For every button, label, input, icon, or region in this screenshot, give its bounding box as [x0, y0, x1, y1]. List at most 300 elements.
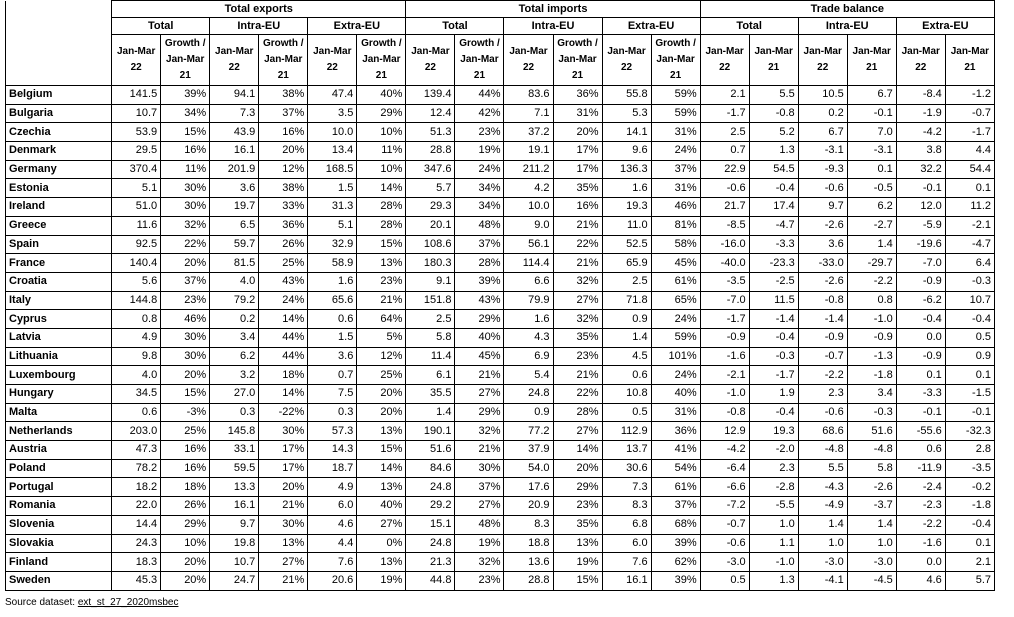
table-row [6, 328, 995, 347]
value-cell: 1.6 [602, 179, 651, 198]
country-cell: Croatia [6, 272, 112, 291]
value-cell: 37% [651, 160, 700, 179]
value-cell: -0.4 [749, 403, 798, 422]
value-cell: -3.0 [847, 553, 896, 572]
value-cell: 180.3 [406, 254, 455, 273]
value-cell: -4.1 [798, 571, 847, 590]
value-cell: 43% [259, 272, 308, 291]
value-cell: -3.0 [798, 553, 847, 572]
value-cell: 14% [259, 310, 308, 329]
value-cell: -7.0 [896, 254, 945, 273]
country-cell: Netherlands [6, 422, 112, 441]
value-cell: 59.5 [210, 459, 259, 478]
value-cell: 61% [651, 272, 700, 291]
value-cell: -1.7 [749, 366, 798, 385]
value-cell: -33.0 [798, 254, 847, 273]
value-cell: 27% [259, 553, 308, 572]
country-cell: Slovenia [6, 515, 112, 534]
source-label: Source dataset: [5, 597, 76, 608]
country-cell: Romania [6, 497, 112, 516]
value-cell: 0.7 [700, 142, 749, 161]
value-cell: 1.4 [798, 515, 847, 534]
value-cell: 23% [553, 497, 602, 516]
value-cell: -22% [259, 403, 308, 422]
value-cell: 22% [553, 385, 602, 404]
value-cell: 1.1 [749, 534, 798, 553]
value-cell: 51.6 [406, 441, 455, 460]
value-cell: 33.1 [210, 441, 259, 460]
value-cell: 79.9 [504, 291, 553, 310]
value-cell: -0.8 [749, 104, 798, 123]
value-cell: 14.3 [308, 441, 357, 460]
value-cell: -1.5 [945, 385, 994, 404]
value-cell: 3.6 [308, 347, 357, 366]
value-cell: 34% [455, 179, 504, 198]
value-cell: -1.9 [896, 104, 945, 123]
value-cell: 37% [259, 104, 308, 123]
value-cell: 0.0 [896, 328, 945, 347]
value-cell: 13.6 [504, 553, 553, 572]
value-cell: 34% [455, 198, 504, 217]
value-cell: 20% [357, 385, 406, 404]
value-cell: -4.9 [798, 497, 847, 516]
value-cell: 20% [259, 142, 308, 161]
value-cell: 35.5 [406, 385, 455, 404]
value-cell: 0.7 [308, 366, 357, 385]
value-cell: 23% [553, 347, 602, 366]
value-cell: 19% [357, 571, 406, 590]
value-cell: 2.5 [406, 310, 455, 329]
value-cell: 36% [553, 86, 602, 105]
value-cell: 0.1 [945, 534, 994, 553]
value-cell: -1.3 [847, 347, 896, 366]
value-cell: -0.1 [847, 104, 896, 123]
value-cell: 0.1 [847, 160, 896, 179]
value-cell: 9.7 [210, 515, 259, 534]
table-row [6, 459, 995, 478]
value-cell: 31% [651, 179, 700, 198]
value-cell: 65.6 [308, 291, 357, 310]
value-cell: -9.3 [798, 160, 847, 179]
table-row [6, 104, 995, 123]
value-cell: 39% [651, 534, 700, 553]
value-cell: 22% [161, 235, 210, 254]
source-dataset-link[interactable]: ext_st_27_2020msbec [77, 597, 179, 608]
value-cell: 20% [161, 254, 210, 273]
value-cell: 14% [357, 459, 406, 478]
value-cell: 203.0 [112, 422, 161, 441]
value-cell: 1.0 [749, 515, 798, 534]
value-cell: 29% [455, 310, 504, 329]
group-header-exports: Total exports [112, 1, 406, 18]
value-cell: 25% [259, 254, 308, 273]
value-cell: -0.8 [700, 403, 749, 422]
value-cell: 24% [651, 142, 700, 161]
value-cell: 36% [651, 422, 700, 441]
value-cell: 211.2 [504, 160, 553, 179]
value-cell: 47.3 [112, 441, 161, 460]
value-cell: -2.1 [945, 216, 994, 235]
value-cell: 44% [259, 328, 308, 347]
value-cell: 16.1 [602, 571, 651, 590]
value-cell: 21% [553, 366, 602, 385]
value-cell: 29% [455, 403, 504, 422]
value-cell: 28.8 [406, 142, 455, 161]
value-cell: 27% [455, 497, 504, 516]
value-cell: 1.9 [749, 385, 798, 404]
value-cell: 108.6 [406, 235, 455, 254]
value-cell: 40% [455, 328, 504, 347]
value-cell: 68.6 [798, 422, 847, 441]
value-cell: -3.1 [847, 142, 896, 161]
subgroup-header-trade-balance-total: Total [700, 18, 798, 35]
value-cell: 20% [357, 403, 406, 422]
value-cell: -4.7 [945, 235, 994, 254]
value-cell: 41% [651, 441, 700, 460]
value-cell: -0.3 [945, 272, 994, 291]
value-cell: 57.3 [308, 422, 357, 441]
value-cell: 13% [357, 478, 406, 497]
value-cell: 2.1 [945, 553, 994, 572]
value-cell: 11.5 [749, 291, 798, 310]
trade-table [5, 0, 995, 591]
value-cell: 92.5 [112, 235, 161, 254]
value-cell: 20% [161, 553, 210, 572]
value-cell: 21% [259, 497, 308, 516]
value-cell: 56.1 [504, 235, 553, 254]
value-cell: -1.7 [945, 123, 994, 142]
value-cell: -4.2 [700, 441, 749, 460]
value-cell: -2.5 [749, 272, 798, 291]
value-cell: 4.4 [945, 142, 994, 161]
value-cell: -0.1 [896, 179, 945, 198]
value-cell: 14% [357, 179, 406, 198]
value-cell: 144.8 [112, 291, 161, 310]
value-cell: 4.9 [112, 328, 161, 347]
value-cell: 30% [161, 179, 210, 198]
value-cell: 21.3 [406, 553, 455, 572]
value-cell: 21% [553, 254, 602, 273]
value-cell: 68% [651, 515, 700, 534]
value-cell: 59% [651, 104, 700, 123]
value-cell: -0.4 [945, 310, 994, 329]
value-cell: 18.7 [308, 459, 357, 478]
value-cell: -2.6 [798, 272, 847, 291]
value-cell: 168.5 [308, 160, 357, 179]
column-header: Growth / Jan-Mar 21 [651, 35, 700, 86]
value-cell: 32% [455, 553, 504, 572]
value-cell: 65.9 [602, 254, 651, 273]
value-cell: 24.3 [112, 534, 161, 553]
table-row [6, 235, 995, 254]
value-cell: 30% [161, 328, 210, 347]
value-cell: 6.7 [798, 123, 847, 142]
value-cell: 55.8 [602, 86, 651, 105]
value-cell: 5.1 [308, 216, 357, 235]
value-cell: 18.3 [112, 553, 161, 572]
value-cell: 0.3 [210, 403, 259, 422]
value-cell: 190.1 [406, 422, 455, 441]
value-cell: 26% [161, 497, 210, 516]
value-cell: 28% [455, 254, 504, 273]
value-cell: 15% [357, 235, 406, 254]
value-cell: 21.7 [700, 198, 749, 217]
value-cell: 19% [455, 142, 504, 161]
value-cell: 20.9 [504, 497, 553, 516]
value-cell: 35% [553, 179, 602, 198]
column-header: Jan-Mar 22 [112, 35, 161, 86]
country-header-cell [6, 1, 112, 86]
value-cell: 101% [651, 347, 700, 366]
value-cell: 6.1 [406, 366, 455, 385]
value-cell: 15% [357, 441, 406, 460]
column-header: Jan-Mar 22 [504, 35, 553, 86]
column-header: Jan-Mar 21 [945, 35, 994, 86]
value-cell: 54.4 [945, 160, 994, 179]
value-cell: 20% [161, 366, 210, 385]
value-cell: 23% [455, 123, 504, 142]
value-cell: 59% [651, 328, 700, 347]
subgroup-header-row [6, 18, 995, 35]
value-cell: 7.6 [602, 553, 651, 572]
table-row [6, 198, 995, 217]
value-cell: -23.3 [749, 254, 798, 273]
value-cell: 37.2 [504, 123, 553, 142]
country-cell: Lithuania [6, 347, 112, 366]
value-cell: -1.7 [700, 104, 749, 123]
column-header: Jan-Mar 22 [406, 35, 455, 86]
table-row [6, 571, 995, 590]
value-cell: -0.6 [700, 179, 749, 198]
column-header: Jan-Mar 22 [308, 35, 357, 86]
value-cell: 10% [357, 123, 406, 142]
value-cell: 29.5 [112, 142, 161, 161]
value-cell: 7.3 [210, 104, 259, 123]
value-cell: -0.4 [749, 179, 798, 198]
value-cell: 24% [651, 366, 700, 385]
value-cell: 54% [651, 459, 700, 478]
value-cell: -2.2 [896, 515, 945, 534]
value-cell: -3.3 [749, 235, 798, 254]
value-cell: 112.9 [602, 422, 651, 441]
column-header: Jan-Mar 22 [210, 35, 259, 86]
column-header: Jan-Mar 21 [749, 35, 798, 86]
table-row [6, 478, 995, 497]
value-cell: 10.5 [798, 86, 847, 105]
value-cell: 12% [357, 347, 406, 366]
value-cell: 10.0 [504, 198, 553, 217]
value-cell: 5.1 [112, 179, 161, 198]
value-cell: 32.2 [896, 160, 945, 179]
value-cell: 45.3 [112, 571, 161, 590]
value-cell: 37% [651, 497, 700, 516]
table-row [6, 366, 995, 385]
subgroup-header-exports-extra-eu: Extra-EU [308, 18, 406, 35]
value-cell: -4.8 [798, 441, 847, 460]
country-cell: Belgium [6, 86, 112, 105]
value-cell: 58% [651, 235, 700, 254]
column-header-row [6, 35, 995, 86]
value-cell: -0.6 [798, 403, 847, 422]
value-cell: 16.1 [210, 142, 259, 161]
value-cell: -3.1 [798, 142, 847, 161]
value-cell: 15.1 [406, 515, 455, 534]
value-cell: 15% [161, 385, 210, 404]
value-cell: 0.5 [945, 328, 994, 347]
value-cell: 12.4 [406, 104, 455, 123]
value-cell: 36% [259, 216, 308, 235]
value-cell: 29.2 [406, 497, 455, 516]
value-cell: 9.6 [602, 142, 651, 161]
value-cell: 4.5 [602, 347, 651, 366]
value-cell: 2.5 [700, 123, 749, 142]
value-cell: 48% [455, 515, 504, 534]
value-cell: 38% [259, 86, 308, 105]
value-cell: 0.2 [798, 104, 847, 123]
value-cell: 6.9 [504, 347, 553, 366]
value-cell: 136.3 [602, 160, 651, 179]
value-cell: 11.2 [945, 198, 994, 217]
value-cell: -16.0 [700, 235, 749, 254]
value-cell: 6.7 [847, 86, 896, 105]
value-cell: 1.5 [308, 328, 357, 347]
value-cell: 17.4 [749, 198, 798, 217]
value-cell: -1.0 [700, 385, 749, 404]
value-cell: 35% [553, 515, 602, 534]
value-cell: 27.0 [210, 385, 259, 404]
value-cell: 0.5 [602, 403, 651, 422]
value-cell: 20% [553, 459, 602, 478]
value-cell: 0.1 [896, 366, 945, 385]
value-cell: 0% [357, 534, 406, 553]
value-cell: 54.0 [504, 459, 553, 478]
value-cell: -2.3 [896, 497, 945, 516]
value-cell: 16.1 [210, 497, 259, 516]
table-row [6, 403, 995, 422]
value-cell: 10% [357, 160, 406, 179]
value-cell: -2.8 [749, 478, 798, 497]
value-cell: 20.1 [406, 216, 455, 235]
table-row [6, 497, 995, 516]
value-cell: 34.5 [112, 385, 161, 404]
value-cell: 22% [553, 235, 602, 254]
trade-table-container [5, 0, 995, 591]
value-cell: 29.3 [406, 198, 455, 217]
value-cell: 16% [259, 123, 308, 142]
value-cell: 20.6 [308, 571, 357, 590]
value-cell: 10.7 [210, 553, 259, 572]
value-cell: -32.3 [945, 422, 994, 441]
value-cell: 16% [161, 142, 210, 161]
value-cell: 32% [553, 310, 602, 329]
value-cell: 3.6 [798, 235, 847, 254]
value-cell: -1.4 [749, 310, 798, 329]
value-cell: 11% [161, 160, 210, 179]
value-cell: 32% [553, 272, 602, 291]
value-cell: -0.3 [749, 347, 798, 366]
value-cell: 4.3 [504, 328, 553, 347]
value-cell: -2.6 [798, 216, 847, 235]
value-cell: 39% [455, 272, 504, 291]
column-header: Jan-Mar 22 [896, 35, 945, 86]
value-cell: -4.5 [847, 571, 896, 590]
value-cell: 31% [553, 104, 602, 123]
value-cell: 6.5 [210, 216, 259, 235]
value-cell: 0.9 [945, 347, 994, 366]
value-cell: -2.7 [847, 216, 896, 235]
value-cell: 45% [651, 254, 700, 273]
value-cell: 9.1 [406, 272, 455, 291]
value-cell: 1.0 [798, 534, 847, 553]
value-cell: -1.4 [798, 310, 847, 329]
value-cell: 201.9 [210, 160, 259, 179]
value-cell: 5.5 [798, 459, 847, 478]
table-row [6, 216, 995, 235]
value-cell: -0.5 [847, 179, 896, 198]
value-cell: 24% [259, 291, 308, 310]
value-cell: 12% [259, 160, 308, 179]
value-cell: 13% [553, 534, 602, 553]
value-cell: 27% [357, 515, 406, 534]
value-cell: -2.2 [847, 272, 896, 291]
value-cell: 24.8 [406, 534, 455, 553]
value-cell: -11.9 [896, 459, 945, 478]
value-cell: 4.4 [308, 534, 357, 553]
value-cell: 64% [357, 310, 406, 329]
value-cell: 84.6 [406, 459, 455, 478]
country-cell: Luxembourg [6, 366, 112, 385]
value-cell: 5.5 [749, 86, 798, 105]
table-row [6, 272, 995, 291]
value-cell: 65% [651, 291, 700, 310]
country-cell: Slovakia [6, 534, 112, 553]
value-cell: 151.8 [406, 291, 455, 310]
country-cell: Greece [6, 216, 112, 235]
value-cell: 29% [357, 104, 406, 123]
value-cell: 17% [553, 142, 602, 161]
value-cell: 0.6 [602, 366, 651, 385]
value-cell: 0.8 [847, 291, 896, 310]
value-cell: 11.6 [112, 216, 161, 235]
value-cell: 16% [161, 441, 210, 460]
country-cell: Portugal [6, 478, 112, 497]
value-cell: -0.8 [798, 291, 847, 310]
value-cell: -1.0 [847, 310, 896, 329]
value-cell: -5.5 [749, 497, 798, 516]
value-cell: 7.6 [308, 553, 357, 572]
value-cell: 1.6 [504, 310, 553, 329]
value-cell: 21% [553, 216, 602, 235]
value-cell: 17% [259, 459, 308, 478]
table-row [6, 254, 995, 273]
value-cell: 17% [259, 441, 308, 460]
value-cell: 4.9 [308, 478, 357, 497]
value-cell: 6.8 [602, 515, 651, 534]
value-cell: 14% [259, 385, 308, 404]
value-cell: 27% [553, 422, 602, 441]
value-cell: 8.3 [602, 497, 651, 516]
value-cell: 18% [161, 478, 210, 497]
subgroup-header-imports-extra-eu: Extra-EU [602, 18, 700, 35]
value-cell: 54.5 [749, 160, 798, 179]
value-cell: -3.5 [945, 459, 994, 478]
column-header: Growth / Jan-Mar 21 [455, 35, 504, 86]
table-row [6, 179, 995, 198]
value-cell: 19.1 [504, 142, 553, 161]
column-header: Growth / Jan-Mar 21 [161, 35, 210, 86]
value-cell: -2.1 [700, 366, 749, 385]
value-cell: 13.3 [210, 478, 259, 497]
